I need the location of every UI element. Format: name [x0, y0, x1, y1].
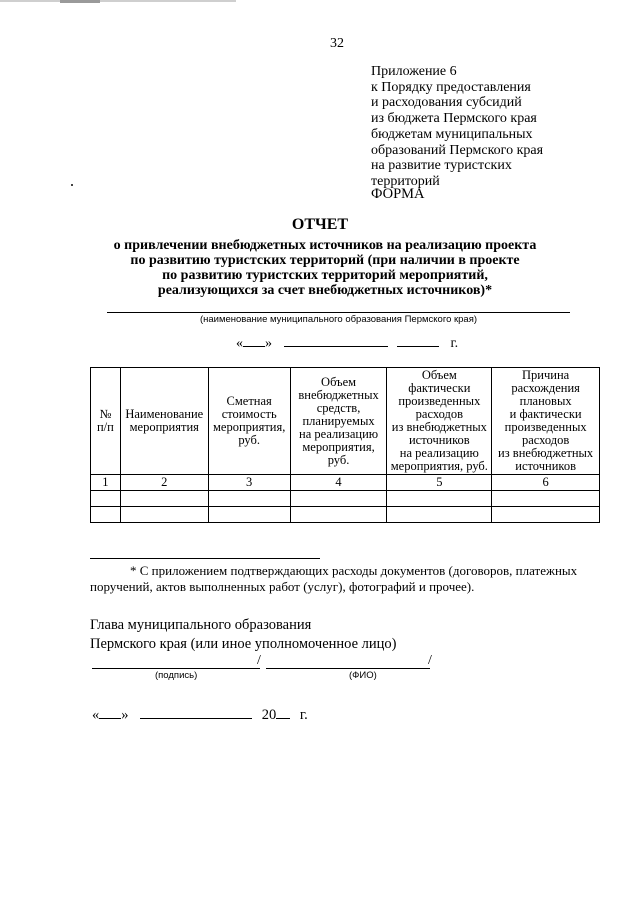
appendix-line: к Порядку предоставления	[371, 79, 531, 95]
date-open-quote: «	[236, 336, 243, 351]
subtitle-line: по развитию туристских территорий мероприятий,	[162, 268, 488, 283]
appendix-line: Приложение 6	[371, 64, 457, 79]
header-number: № п/п	[91, 368, 121, 475]
fio-slash: /	[428, 653, 432, 668]
fio-line	[266, 668, 430, 669]
table-cell[interactable]	[387, 507, 492, 523]
municipality-name-line	[107, 312, 570, 313]
date-year-suffix: г.	[450, 336, 459, 351]
footnote-separator	[90, 558, 320, 559]
appendix-line: бюджетам муниципальных	[371, 126, 533, 142]
report-table	[90, 367, 600, 523]
appendix-line: и расходования субсидий	[371, 95, 522, 111]
subtitle-line: по развитию туристских территорий (при наличии в проекте	[130, 253, 520, 268]
column-number: 4	[290, 475, 387, 491]
appendix-line: на развитие туристских	[371, 158, 512, 174]
header-event-name: Наименование мероприятия	[120, 368, 208, 475]
report-title: ОТЧЕТ	[291, 216, 349, 233]
column-number: 1	[91, 475, 121, 491]
report-date	[236, 334, 458, 352]
month-blank	[140, 706, 252, 719]
signature-line	[92, 668, 260, 669]
month-blank	[284, 334, 388, 347]
date-close-quote: »	[121, 707, 129, 723]
scan-speck	[71, 184, 73, 186]
column-number: 3	[208, 475, 290, 491]
subtitle-line: реализующихся за счет внебюджетных источников)*	[157, 283, 493, 298]
table-cell[interactable]	[387, 491, 492, 507]
year-blank	[397, 334, 439, 347]
footnote: * С приложением подтверждающих расходы документов (договоров, платежных поручений, актов выполненных работ (услуг), фотографий и прочее).	[90, 563, 578, 594]
appendix-line: территорий	[371, 173, 440, 189]
header-planned-funds: Объем внебюджетных средств, планируемых на реализацию мероприятия, руб.	[290, 368, 387, 475]
table-cell[interactable]	[120, 507, 208, 523]
appendix-line: из бюджета Пермского края	[371, 111, 537, 127]
column-number: 5	[387, 475, 492, 491]
column-number: 6	[492, 475, 600, 491]
appendix-block	[371, 64, 543, 190]
form-label: ФОРМА	[371, 186, 425, 202]
signature-caption: (подпись)	[155, 670, 198, 681]
table-number-row	[91, 475, 600, 491]
table-cell[interactable]	[492, 507, 600, 523]
day-blank	[243, 334, 265, 347]
date-year-suffix: г.	[299, 707, 308, 723]
scan-top-mark	[60, 0, 100, 3]
table-cell[interactable]	[91, 507, 121, 523]
column-number: 2	[120, 475, 208, 491]
date-year-prefix: 20	[261, 707, 277, 723]
scan-top-edge	[0, 0, 236, 2]
signatory-title-line2: Пермского края (или иное уполномоченное лицо)	[90, 636, 397, 652]
table-row	[91, 507, 600, 523]
table-cell[interactable]	[91, 491, 121, 507]
header-actual-expenses: Объем фактически произведенных расходов из внебюджетных источников на реализацию мероприятия, руб.	[387, 368, 492, 475]
table-row	[91, 491, 600, 507]
table-header-row	[91, 368, 600, 475]
municipality-caption: (наименование муниципального образования Пермского края)	[199, 314, 478, 325]
header-estimated-cost: Сметная стоимость мероприятия, руб.	[208, 368, 290, 475]
table-cell[interactable]	[208, 507, 290, 523]
table-cell[interactable]	[290, 507, 387, 523]
table-cell[interactable]	[208, 491, 290, 507]
signatory-title-line1: Глава муниципального образования	[90, 617, 312, 633]
day-blank	[99, 706, 121, 719]
table-cell[interactable]	[120, 491, 208, 507]
appendix-line: образований Пермского края	[371, 142, 544, 158]
signature-slash: /	[257, 653, 261, 668]
date-close-quote: »	[265, 336, 272, 351]
subtitle-line: о привлечении внебюджетных источников на реализацию проекта	[113, 238, 537, 253]
fio-caption: (ФИО)	[349, 670, 377, 681]
header-discrepancy-reason: Причина расхождения плановых и фактически произведенных расходов из внебюджетных источников	[492, 368, 600, 475]
table-cell[interactable]	[492, 491, 600, 507]
table-cell[interactable]	[290, 491, 387, 507]
report-subtitle	[90, 238, 560, 298]
year-blank	[276, 706, 290, 719]
date-open-quote: «	[92, 707, 100, 723]
signature-date	[92, 706, 308, 724]
page-number: 32	[330, 36, 344, 51]
